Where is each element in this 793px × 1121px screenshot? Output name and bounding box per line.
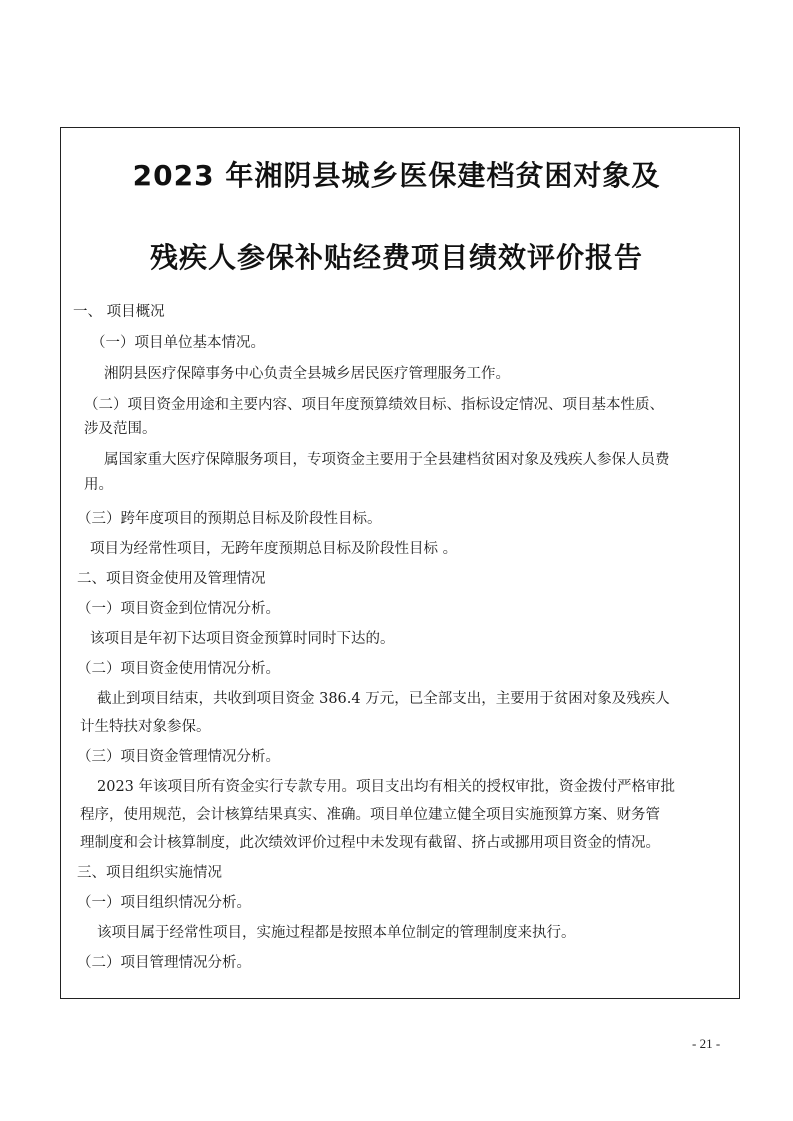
paragraph-line: 用。 [84,477,113,493]
paragraph-line: 项目为经常性项目，无跨年度预期总目标及阶段性目标 。 [90,541,458,557]
section-heading-1: 一、 项目概况 [73,304,165,320]
subsection-heading-continued: 涉及范围。 [84,421,157,437]
subsection-heading: （二）项目管理情况分析。 [77,955,251,971]
paragraph-line: 属国家重大医疗保障服务项目，专项资金主要用于全县建档贫困对象及残疾人参保人员费 [104,452,670,468]
section-heading-2: 二、项目资金使用及管理情况 [77,571,266,587]
paragraph-line: 截止到项目结束，共收到项目资金 386.4 万元，已全部支出，主要用于贫困对象及残疾人 [97,691,670,707]
subsection-heading: （三）项目资金管理情况分析。 [77,749,280,765]
report-title-line-1: 2023 年湘阴县城乡医保建档贫困对象及 [132,159,661,192]
page-number: - 21 - [692,1036,721,1051]
subsection-heading: （三）跨年度项目的预期总目标及阶段性目标。 [77,511,382,527]
paragraph-line: 2023 年该项目所有资金实行专款专用。项目支出均有相关的授权审批，资金拨付严格审批 [97,779,676,795]
paragraph-line: 湘阴县医疗保障事务中心负责全县城乡居民医疗管理服务工作。 [104,366,510,382]
paragraph-line: 程序，使用规范，会计核算结果真实、准确。项目单位建立健全项目实施预算方案、财务管 [80,807,660,823]
section-heading-3: 三、项目组织实施情况 [77,865,222,881]
paragraph-line: 计生特扶对象参保。 [80,719,211,735]
paragraph-line: 理制度和会计核算制度，此次绩效评价过程中未发现有截留、挤占或挪用项目资金的情况。 [80,835,660,851]
subsection-heading: （一）项目组织情况分析。 [77,895,251,911]
subsection-heading: （二）项目资金使用情况分析。 [77,661,280,677]
paragraph-line: 该项目是年初下达项目资金预算时同时下达的。 [90,631,395,647]
subsection-heading: （一）项目单位基本情况。 [91,335,265,351]
subsection-heading: （一）项目资金到位情况分析。 [77,601,280,617]
report-title-line-2: 残疾人参保补贴经费项目绩效评价报告 [149,241,643,274]
paragraph-line: 该项目属于经常性项目，实施过程都是按照本单位制定的管理制度来执行。 [97,925,576,941]
subsection-heading: （二）项目资金用途和主要内容、项目年度预算绩效目标、指标设定情况、项目基本性质、 [84,397,664,413]
